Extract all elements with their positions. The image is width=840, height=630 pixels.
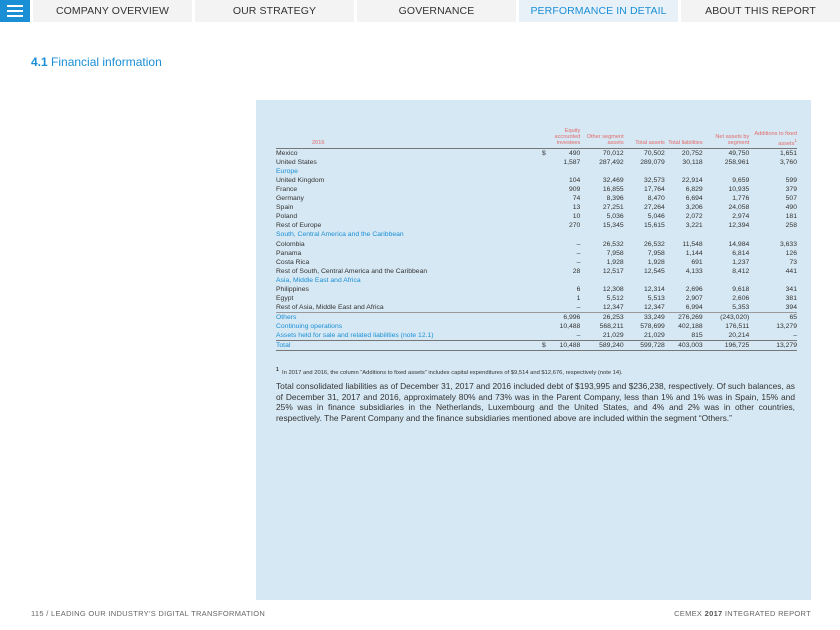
currency-symbol: $ [536, 341, 551, 351]
currency-symbol [536, 294, 551, 303]
row-label: Philippines [276, 285, 309, 293]
table-cell: 6,994 [685, 304, 703, 312]
table-cell: – [576, 332, 581, 340]
table-cell: 381 [785, 295, 797, 303]
table-row [276, 203, 797, 212]
table-cell: 1,587 [563, 158, 581, 166]
currency-symbol [536, 203, 551, 212]
currency-symbol [536, 158, 551, 167]
table-cell: 1,928 [647, 258, 665, 266]
table-cell: 26,532 [644, 240, 665, 248]
table-cell: 27,251 [602, 204, 624, 212]
table-cell: 32,573 [644, 176, 665, 184]
table-cell: 65 [749, 313, 797, 323]
table-cell: 22,914 [681, 176, 703, 184]
table-cell: – [793, 332, 797, 340]
table-cell: 32,469 [602, 176, 624, 184]
section-title [31, 55, 162, 69]
table-row [276, 285, 797, 294]
table-cell: 258 [785, 222, 797, 230]
table-cell: 568,211 [599, 323, 624, 331]
table-cell: 394 [785, 304, 797, 312]
table-cell: 599,728 [624, 341, 665, 351]
table-body [276, 148, 797, 351]
table-cell: 1 [576, 295, 581, 303]
footer-page-info: 115 / LEADING OUR INDUSTRY'S DIGITAL TRANSFORMATION [31, 609, 266, 618]
tab-governance[interactable]: GOVERNANCE [354, 0, 516, 22]
table-cell: 3,206 [685, 204, 703, 212]
footer-year: 2017 [704, 609, 723, 618]
tab-about-this-report[interactable]: ABOUT THIS REPORT [678, 0, 840, 22]
table-cell: 691 [691, 258, 703, 266]
tab-performance-in-detail[interactable]: PERFORMANCE IN DETAIL [516, 0, 678, 22]
table-cell: 70,502 [644, 149, 665, 157]
table-region-row [276, 276, 797, 285]
row-label: Continuing operations [276, 323, 343, 331]
table-cell: 4,133 [685, 267, 703, 275]
table-cell: 1,928 [606, 258, 624, 266]
table-cell: 441 [785, 267, 797, 275]
currency-symbol [536, 313, 551, 323]
table-cell: 6,694 [685, 195, 703, 203]
table-cell: 70,012 [602, 149, 624, 157]
header-net-assets-by-segment: Net assets by segment [715, 134, 750, 147]
row-label: United States [276, 158, 317, 166]
table-cell: – [576, 240, 581, 248]
row-label: France [276, 185, 298, 193]
table-cell: 815 [691, 332, 703, 340]
table-cell: 6,996 [551, 313, 580, 323]
table-cell: 14,984 [728, 240, 750, 248]
table-cell: 24,058 [728, 204, 750, 212]
table-row [276, 294, 797, 303]
row-label: Rest of South, Central America and the Caribbean [276, 267, 428, 275]
table-cell: 258,961 [724, 158, 750, 166]
table-row [276, 249, 797, 258]
table-cell: 7,958 [647, 249, 665, 257]
currency-symbol [536, 176, 551, 185]
currency-symbol [536, 331, 551, 341]
table-cell: 2,974 [732, 213, 750, 221]
table-cell: 27,264 [644, 204, 665, 212]
footnote-number: 1 [276, 367, 279, 373]
tab-company-overview[interactable]: COMPANY OVERVIEW [30, 0, 192, 22]
currency-symbol [536, 285, 551, 294]
table-cell: – [576, 304, 581, 312]
financial-panel [256, 100, 811, 600]
currency-symbol [536, 249, 551, 258]
currency-symbol [536, 221, 551, 230]
table-cell: 12,314 [644, 285, 665, 293]
table-row [276, 239, 797, 248]
table-cell: (243,020) [703, 313, 750, 323]
top-navigation [0, 0, 840, 22]
table-cell: 402,188 [678, 323, 703, 331]
row-label: Mexico [276, 149, 298, 157]
segment-assets-table [276, 128, 797, 351]
table-cell: 126 [785, 249, 797, 257]
currency-symbol [536, 322, 551, 331]
table-cell: 2,606 [732, 295, 750, 303]
table-cell: 1,144 [685, 249, 703, 257]
table-cell: 276,269 [665, 313, 703, 323]
table-cell: 5,046 [647, 213, 665, 221]
table-cell: 176,511 [725, 323, 750, 331]
table-cell: 5,036 [606, 213, 624, 221]
table-cell: 341 [785, 285, 797, 293]
table-cell: 12,347 [644, 304, 665, 312]
table-cell: 49,750 [728, 149, 750, 157]
table-cell: 10,935 [728, 185, 750, 193]
table-cell: 379 [785, 185, 797, 193]
table-total-row [276, 341, 797, 351]
table-cell: 181 [785, 213, 797, 221]
table-cell: 104 [569, 176, 581, 184]
table-cell: 13 [572, 204, 581, 212]
table-footnote [276, 367, 797, 376]
row-label: Europe [276, 167, 298, 175]
currency-symbol [536, 267, 551, 276]
table-cell: 6,814 [732, 249, 750, 257]
table-cell: 1,651 [779, 149, 797, 157]
table-cell: 403,003 [665, 341, 703, 351]
table-cell: 26,532 [602, 240, 624, 248]
row-label: Spain [276, 204, 294, 212]
table-cell: 20,752 [681, 149, 703, 157]
table-cell: 2,907 [685, 295, 703, 303]
table-cell: 2,072 [685, 213, 703, 221]
table-cell: 12,308 [602, 285, 624, 293]
table-cell: 15,345 [602, 222, 624, 230]
table-cell: 10,488 [559, 323, 581, 331]
currency-symbol [536, 212, 551, 221]
footnote-marker: 1 [794, 137, 797, 143]
footer-brand: CEMEX [674, 609, 703, 618]
row-label: Asia, Middle East and Africa [276, 276, 361, 284]
table-cell: 11,548 [682, 240, 703, 248]
currency-symbol [536, 239, 551, 248]
table-cell: 12,517 [602, 267, 624, 275]
table-cell: 507 [785, 195, 797, 203]
row-label: Total [276, 341, 536, 351]
table-cell: 909 [569, 185, 581, 193]
table-cell: 5,513 [647, 295, 665, 303]
table-cell: 270 [569, 222, 581, 230]
table-cell: – [576, 249, 581, 257]
table-cell: 3,633 [779, 240, 797, 248]
table-cell: 2,696 [685, 285, 703, 293]
table-cell: – [576, 258, 581, 266]
header-total-assets: Total assets [635, 140, 665, 147]
header-other-segment-assets: Other segment assets [586, 134, 624, 147]
table-row [276, 322, 797, 331]
header-equity-accounted-investees: Equity accounted investees [554, 128, 581, 147]
table-cell: 28 [572, 267, 581, 275]
table-cell: 578,699 [640, 323, 665, 331]
row-label: Others [276, 313, 536, 323]
table-region-row [276, 167, 797, 176]
table-cell: 30,118 [682, 158, 703, 166]
table-cell: 13,279 [776, 323, 797, 331]
table-cell: 289,079 [640, 158, 665, 166]
row-label: Rest of Asia, Middle East and Africa [276, 304, 384, 312]
table-cell: 1,776 [732, 195, 750, 203]
table-cell: 12,394 [728, 222, 750, 230]
table-cell: 10,488 [551, 341, 580, 351]
table-region-row [276, 230, 797, 239]
table-cell: 8,412 [732, 267, 750, 275]
table-cell: 6 [576, 285, 581, 293]
table-cell: 8,470 [647, 195, 665, 203]
table-row [276, 303, 797, 313]
table-cell: 5,353 [732, 304, 750, 312]
hamburger-menu-icon[interactable] [0, 0, 30, 22]
table-cell: 287,492 [599, 158, 624, 166]
table-header-row [276, 128, 797, 148]
header-additions-to-fixed-assets: Additions to fixed assets$^1$ [754, 131, 797, 147]
table-row [276, 258, 797, 267]
footer-report-name: INTEGRATED REPORT [724, 609, 811, 618]
section-number: 4.1 [31, 55, 48, 69]
table-year-header: 2016 [312, 140, 325, 147]
row-label: Rest of Europe [276, 222, 322, 230]
table-cell: 33,249 [624, 313, 665, 323]
table-cell: 74 [572, 195, 581, 203]
table-row [276, 221, 797, 230]
table-cell: 9,659 [732, 176, 750, 184]
table-cell: 17,764 [644, 185, 665, 193]
table-row [276, 148, 797, 158]
row-label: Egypt [276, 295, 294, 303]
row-label: Panama [276, 249, 302, 257]
currency-symbol: $ [541, 149, 546, 157]
table-cell: 8,396 [606, 195, 624, 203]
liabilities-paragraph: Total consolidated liabilities as of December 31, 2017 and 2016 included debt of $193,995 and $236,238, respectively. Of such balances, as of December 31, 2017 and 2016, approximately 80% and 73% was in the Parent Company, less than 1% and 1% was in Spain, 15% and 25% was in finance subsidiaries in the Netherlands, Luxembourg and the United States, and 4% and 2% was in other countries, respectively. The Parent Company and the finance subsidiaries mentioned above are included within the segment “Others.” [276, 381, 795, 423]
table-cell: 13,279 [749, 341, 797, 351]
table-cell: 3,760 [779, 158, 797, 166]
table-cell: 1,237 [732, 258, 750, 266]
row-label: Poland [276, 213, 298, 221]
table-cell: 599 [785, 176, 797, 184]
table-cell: 7,958 [606, 249, 624, 257]
row-label: Costa Rica [276, 258, 310, 266]
footnote-text: In 2017 and 2016, the column “Additions to fixed assets” includes capital expenditures of $9,514 and $12,676, respectively (note 14). [282, 369, 623, 376]
row-label: Colombia [276, 240, 305, 248]
row-label: Germany [276, 195, 304, 203]
table-row [276, 185, 797, 194]
table-row [276, 331, 797, 341]
tab-our-strategy[interactable]: OUR STRATEGY [192, 0, 354, 22]
row-label: United Kingdom [276, 176, 325, 184]
row-label: Assets held for sale and related liabilities (note 12.1) [276, 332, 434, 340]
table-cell: 196,725 [703, 341, 750, 351]
table-cell: 26,253 [580, 313, 623, 323]
section-title-text: Financial information [51, 55, 162, 69]
table-row [276, 176, 797, 185]
table-cell: 490 [785, 204, 797, 212]
table-row [276, 194, 797, 203]
table-row [276, 158, 797, 167]
table-cell: 12,545 [644, 267, 665, 275]
table-cell: 10 [572, 213, 581, 221]
footer-report-title [674, 609, 811, 618]
table-row [276, 212, 797, 221]
table-cell: 589,240 [580, 341, 623, 351]
currency-symbol [536, 303, 551, 313]
table-cell: 73 [789, 258, 797, 266]
table-row [276, 267, 797, 276]
table-cell: 6,829 [685, 185, 703, 193]
table-cell: 15,615 [644, 222, 665, 230]
table-cell: 20,214 [728, 332, 750, 340]
row-label: South, Central America and the Caribbean [276, 231, 404, 239]
table-cell: 5,512 [606, 295, 624, 303]
table-cell: 16,855 [602, 185, 624, 193]
table-cell: 3,221 [685, 222, 703, 230]
currency-symbol [536, 194, 551, 203]
table-row [276, 313, 797, 323]
header-total-liabilities: Total liabilities [668, 140, 703, 147]
currency-symbol [536, 185, 551, 194]
table-cell: 490 [569, 149, 581, 157]
table-cell: 9,618 [732, 285, 750, 293]
table-cell: 12,347 [602, 304, 624, 312]
table-cell: 21,029 [602, 332, 624, 340]
currency-symbol [536, 258, 551, 267]
table-cell: 21,029 [644, 332, 665, 340]
